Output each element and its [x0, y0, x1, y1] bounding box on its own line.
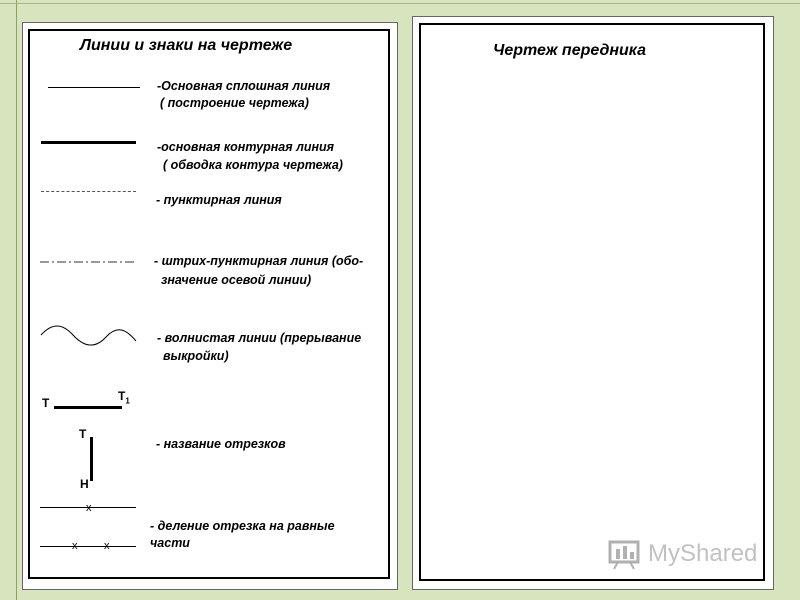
- dashdot-line-desc-2: значение осевой линии): [161, 273, 312, 287]
- top-border-line: [0, 3, 800, 4]
- dashed-line-sample: [41, 191, 136, 192]
- segments-desc: - название отрезков: [156, 437, 286, 451]
- dashdot-line-sample: [40, 258, 136, 266]
- division-mark-1: х: [86, 502, 92, 514]
- contour-line-desc-1: -основная контурная линия: [157, 140, 335, 154]
- watermark-text: MyShared: [648, 540, 758, 567]
- segment-label-t-vertical: Т: [79, 427, 87, 441]
- drawing-title: Чертеж передника: [493, 42, 646, 59]
- horizontal-segment: [54, 406, 122, 409]
- segment-label-t: Т: [42, 396, 50, 410]
- wavy-line-sample: [40, 325, 138, 351]
- wavy-line-desc-1: - волнистая линии (прерывание: [157, 331, 362, 345]
- division-desc-1: - деление отрезка на равные: [150, 519, 335, 533]
- contour-line-sample: [41, 141, 136, 144]
- division-mark-2: х: [72, 540, 78, 552]
- solid-line-sample: [48, 87, 140, 88]
- drawing-panel-frame: [419, 23, 765, 581]
- myshared-logo: [606, 538, 766, 570]
- segment-label-n: Н: [80, 477, 89, 491]
- left-edge-line: [16, 0, 17, 600]
- division-mark-3: х: [104, 540, 110, 552]
- wavy-line-desc-2: выкройки): [163, 349, 229, 363]
- dashdot-line-desc-1: - штрих-пунктирная линия (обо-: [154, 254, 364, 268]
- division-line-2: [40, 546, 136, 547]
- vertical-segment: [90, 437, 93, 481]
- presentation-board-icon: [606, 538, 642, 570]
- contour-line-desc-2: ( обводка контура чертежа): [163, 158, 343, 172]
- segment-label-t1: $Т_1$: [118, 389, 130, 406]
- drawing-panel: [412, 16, 774, 590]
- legend-title: Линии и знаки на чертеже: [80, 37, 293, 54]
- division-desc-2: части: [150, 536, 190, 550]
- dashed-line-desc: - пунктирная линия: [156, 193, 282, 207]
- solid-line-desc-2: ( построение чертежа): [160, 96, 309, 110]
- solid-line-desc-1: -Основная сплошная линия: [157, 79, 331, 93]
